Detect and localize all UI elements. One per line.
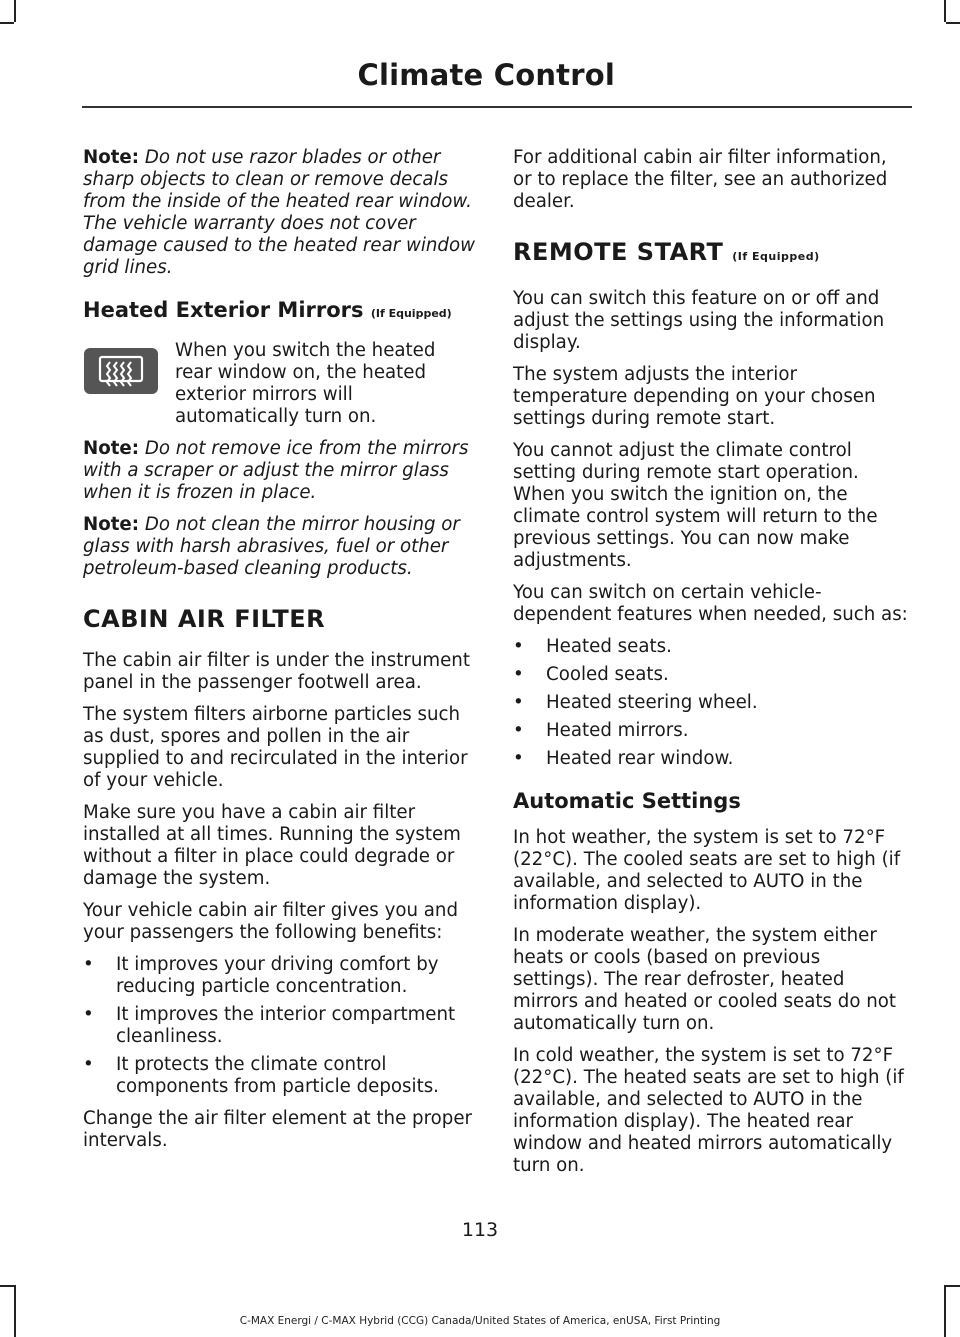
heading-remote-start <box>513 237 911 272</box>
remote-paragraph-3: You cannot adjust the climate control setting during remote start operation. When you switch the ignition on, the climate control system will return to the previous settings. You can now make adjustments. <box>513 440 878 571</box>
note-text: Do not remove ice from the mirrors with a scraper or adjust the mirror glass when it is frozen in place. <box>83 438 469 503</box>
list-item: • It improves the interior compartment cleanliness. <box>83 1004 478 1048</box>
note-harsh-abrasives <box>83 514 478 580</box>
note-text: Do not clean the mirror housing or glass with harsh abrasives, fuel or other petroleum-based cleaning products. <box>83 514 460 579</box>
crop-mark-bottom-right-horizontal <box>946 1285 960 1287</box>
features-list <box>513 636 911 770</box>
heated-rear-window-icon <box>84 348 158 394</box>
crop-mark-bottom-left-horizontal <box>0 1285 14 1287</box>
auto-paragraph-moderate: In moderate weather, the system either heats or cools (based on previous settings). The rear defroster, heated mirrors and heated or cooled seats do not automatically turn on. <box>513 925 897 1034</box>
heading-automatic-settings: Automatic Settings <box>513 789 741 813</box>
list-item: • It protects the climate control components from particle deposits. <box>83 1054 478 1098</box>
heading-text: REMOTE START <box>513 238 724 266</box>
list-item: • Heated seats. <box>513 636 911 658</box>
page-number: 113 <box>461 1219 499 1241</box>
auto-paragraph-hot: In hot weather, the system is set to 72°F (22°C). The cooled seats are set to high (if available, and selected to AUTO in the information display). <box>513 827 901 914</box>
note-razor-blades <box>83 147 478 279</box>
note-label: Note: <box>83 147 140 168</box>
cabin-filter-info-paragraph: For additional cabin air filter information, or to replace the filter, see an authorized dealer. <box>513 147 888 212</box>
list-item: • Cooled seats. <box>513 664 911 686</box>
heated-mirrors-text: When you switch the heated rear window on, the heated exterior mirrors will automatically turn on. <box>175 340 436 427</box>
crop-mark-bottom-left-vertical <box>14 1285 16 1337</box>
note-label: Note: <box>83 438 140 459</box>
if-equipped-tag: (If Equipped) <box>732 250 820 263</box>
crop-mark-top-right-horizontal <box>946 22 960 24</box>
note-label: Note: <box>83 514 140 535</box>
list-item: • Heated rear window. <box>513 748 911 770</box>
cabin-paragraph-2: The system filters airborne particles such as dust, spores and pollen in the air supplied to and recirculated in the interior of your vehicle. <box>83 704 468 791</box>
cabin-paragraph-1: The cabin air filter is under the instrument panel in the passenger footwell area. <box>83 650 470 693</box>
list-item: • It improves your driving comfort by reducing particle concentration. <box>83 954 478 998</box>
crop-mark-top-left-horizontal <box>0 22 14 24</box>
note-ice-scraper <box>83 438 478 504</box>
remote-paragraph-2: The system adjusts the interior temperature depending on your chosen settings during remote start. <box>513 364 876 429</box>
header-divider <box>82 106 912 108</box>
list-item: • Heated mirrors. <box>513 720 911 742</box>
heading-cabin-air-filter: CABIN AIR FILTER <box>83 605 326 633</box>
cabin-paragraph-4: Your vehicle cabin air filter gives you and your passengers the following benefits: <box>83 900 458 943</box>
footer-text: C-MAX Energi / C-MAX Hybrid (CCG) Canada/United States of America, enUSA, First Printing <box>239 1315 721 1327</box>
heading-heated-exterior-mirrors <box>83 297 478 327</box>
note-text: Do not use razor blades or other sharp objects to clean or remove decals from the inside of the heated rear window. The vehicle warranty does not cover damage caused to the heated rear window grid lines. <box>83 147 475 278</box>
remote-paragraph-4: You can switch on certain vehicle-dependent features when needed, such as: <box>513 582 908 625</box>
remote-paragraph-1: You can switch this feature on or off and adjust the settings using the information display. <box>513 288 885 353</box>
if-equipped-tag: (If Equipped) <box>370 307 452 320</box>
crop-mark-top-left-vertical <box>14 0 16 22</box>
heading-text: Heated Exterior Mirrors <box>83 298 364 322</box>
auto-paragraph-cold: In cold weather, the system is set to 72°F (22°C). The heated seats are set to high (if available, and selected to AUTO in the information display). The heated rear window and heated mirrors automatically turn on. <box>513 1045 904 1176</box>
right-column <box>513 147 911 1187</box>
left-column <box>83 147 478 1162</box>
cabin-paragraph-5: Change the air filter element at the proper intervals. <box>83 1108 473 1151</box>
page-title: Climate Control <box>357 58 615 92</box>
crop-mark-top-right-vertical <box>944 0 946 22</box>
crop-mark-bottom-right-vertical <box>944 1285 946 1337</box>
cabin-paragraph-3: Make sure you have a cabin air filter installed at all times. Running the system without a filter in place could degrade or damage the system. <box>83 802 461 889</box>
heated-mirrors-block <box>83 340 478 428</box>
benefits-list <box>83 954 478 1098</box>
list-item: • Heated steering wheel. <box>513 692 911 714</box>
